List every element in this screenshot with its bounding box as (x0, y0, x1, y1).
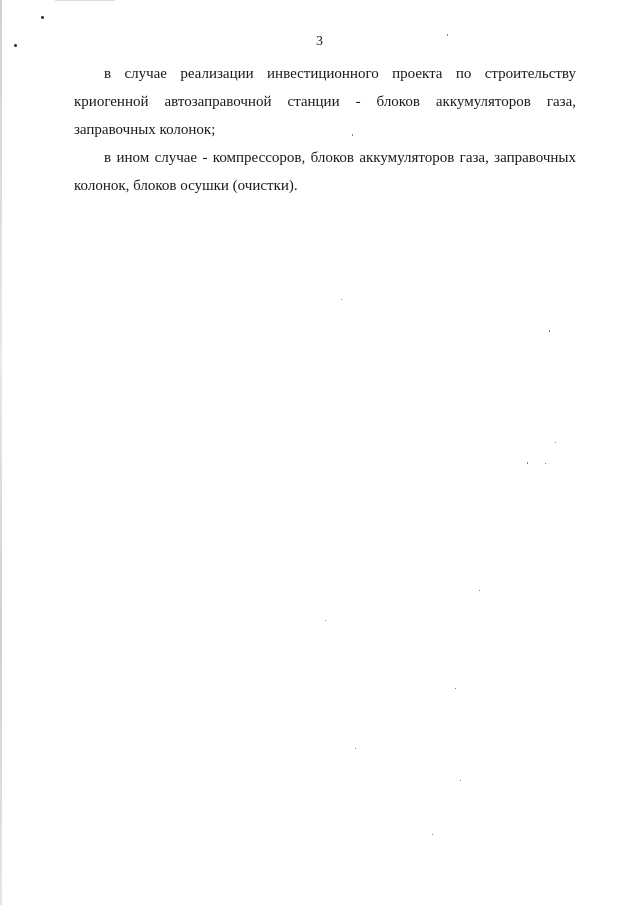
scan-top-edge (55, 0, 115, 1)
scan-speck (479, 590, 480, 591)
scan-speck (432, 834, 433, 835)
paragraph: в ином случае - компрессоров, блоков аккумуляторов газа, заправочных колонок, блоков осушки (очистки). (74, 150, 576, 194)
scan-speck (325, 620, 326, 621)
scan-speck (14, 44, 17, 47)
scan-left-edge (0, 0, 2, 905)
paragraph: в случае реализации инвестиционного проекта по строительству криогенной автозаправочной станции - блоков аккумуляторов газа, заправочных колонок; (74, 66, 576, 138)
scan-speck (545, 463, 546, 464)
body-text (74, 60, 576, 200)
scan-speck (455, 688, 456, 689)
scan-speck (355, 748, 356, 749)
scan-speck (447, 34, 448, 36)
scan-speck (549, 330, 550, 332)
scan-speck (460, 780, 461, 781)
scan-speck (555, 442, 556, 443)
scan-speck (41, 16, 44, 19)
scan-speck (527, 462, 528, 464)
page-number: 3 (316, 34, 323, 49)
scan-speck (341, 299, 342, 300)
